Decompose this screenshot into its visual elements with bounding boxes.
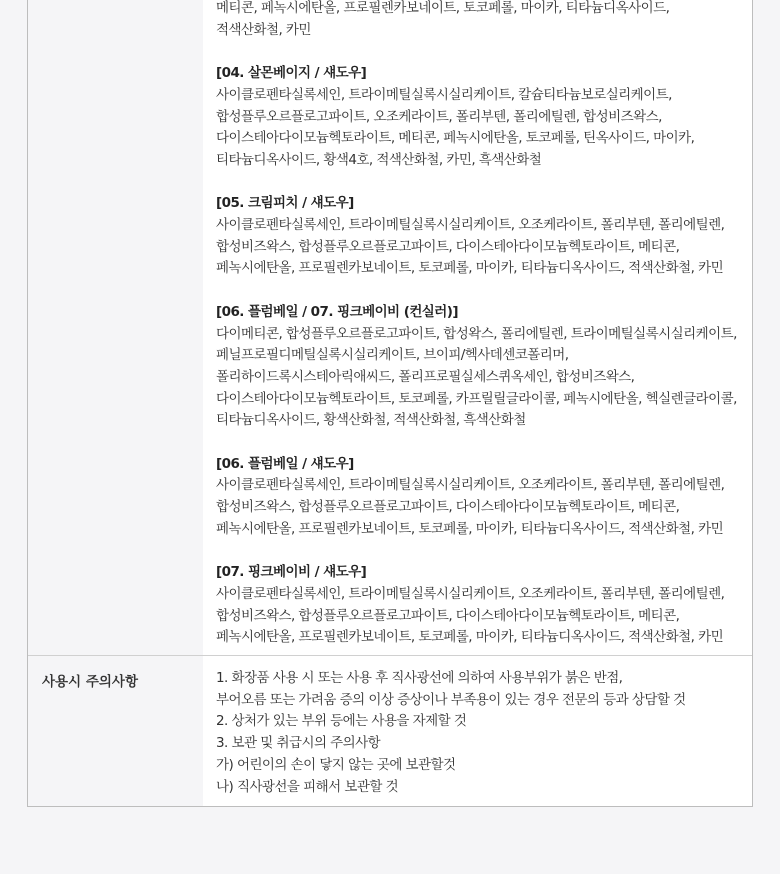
- ingredient-group-title: [06. 플럼베일 / 섀도우]: [216, 455, 354, 472]
- ingredient-line: 합성비즈왁스, 합성플루오르플로고파이트, 다이스테아다이모늄헥토라이트, 메티콘,: [216, 238, 680, 255]
- ingredient-line: 폴리하이드록시스테아릭애씨드, 폴리프로필실세스퀴옥세인, 합성비즈왁스,: [216, 368, 635, 385]
- ingredient-line: 합성플루오르플로고파이트, 오조케라이트, 폴리부텐, 폴리에틸렌, 합성비즈왁스,: [216, 108, 662, 125]
- ingredients-value: [203, 0, 752, 655]
- ingredient-group-title: [04. 살몬베이지 / 섀도우]: [216, 65, 367, 82]
- ingredient-line: 사이클로펜타실록세인, 트라이메틸실록시실리케이트, 오조케라이트, 폴리부텐, 폴리에틸렌,: [216, 217, 725, 233]
- ingredient-line: 사이클로펜타실록세인, 트라이메틸실록시실리케이트, 오조케라이트, 폴리부텐, 폴리에틸렌,: [216, 477, 725, 494]
- caution-line: 3. 보관 및 취급시의 주의사항: [216, 735, 381, 752]
- ingredient-group-title: [06. 플럼베일 / 07. 핑크베이비 (컨실러)]: [216, 303, 459, 320]
- ingredient-line: 사이클로펜타실록세인, 트라이메틸실록시실리케이트, 오조케라이트, 폴리부텐, 폴리에틸렌,: [216, 585, 725, 602]
- ingredient-group-title: [07. 핑크베이비 / 섀도우]: [216, 564, 367, 581]
- caution-line: 1. 화장품 사용 시 또는 사용 후 직사광선에 의하여 사용부위가 붉은 반점,: [216, 670, 623, 687]
- caution-value: [203, 656, 752, 806]
- caution-line: 부어오름 또는 가려움 증의 이상 증상이나 부족용이 있는 경우 전문의 등과 상담할 것: [216, 691, 686, 708]
- ingredient-line: 합성비즈왁스, 합성플루오르플로고파이트, 다이스테아다이모늄헥토라이트, 메티콘,: [216, 607, 680, 624]
- ingredient-line: 티타늄디옥사이드, 황색산화철, 적색산화철, 흑색산화철: [216, 412, 526, 429]
- ingredients-label: [28, 0, 203, 655]
- ingredient-line: 다이스테아다이모늄헥토라이트, 메티콘, 페녹시에탄올, 토코페롤, 틴옥사이드, 마이카,: [216, 130, 695, 147]
- ingredient-group: [216, 63, 744, 172]
- ingredient-group: [216, 562, 744, 649]
- ingredient-group-title: [05. 크림피치 / 섀도우]: [216, 195, 354, 212]
- ingredient-line: 다이스테아다이모늄헥토라이트, 토코페롤, 카프릴릴글라이콜, 페녹시에탄올, 헥실렌글라이콜,: [216, 390, 737, 407]
- ingredient-group: [216, 302, 744, 432]
- ingredient-line: 페닐프로필디메틸실록시실리케이트, 브이피/헥사데센코폴리머,: [216, 347, 569, 364]
- ingredient-line: 합성비즈왁스, 합성플루오르플로고파이트, 다이스테아다이모늄헥토라이트, 메티콘,: [216, 499, 680, 516]
- caution-line: 나) 직사광선을 피해서 보관할 것: [216, 778, 399, 795]
- ingredient-group: [216, 0, 744, 41]
- ingredient-line: 페녹시에탄올, 프로필렌카보네이트, 토코페롤, 마이카, 티타늄디옥사이드, 적색산화철, 카민: [216, 520, 724, 537]
- ingredient-line: 사이클로펜타실록세인, 트라이메틸실록시실리케이트, 칼슘티타늄보로실리케이트,: [216, 86, 672, 103]
- ingredient-line: 티타늄디옥사이드, 황색4호, 적색산화철, 카민, 흑색산화철: [216, 151, 542, 168]
- ingredient-line: 다이메티콘, 합성플루오르플로고파이트, 합성왁스, 폴리에틸렌, 트라이메틸실록시실리케이트,: [216, 325, 737, 342]
- caution-label: 사용시 주의사항: [28, 656, 203, 806]
- ingredient-line: 메티콘, 페녹시에탄올, 프로필렌카보네이트, 토코페롤, 마이카, 티타늄디옥사이드,: [216, 0, 670, 16]
- ingredient-group: [216, 193, 744, 280]
- caution-line: 가) 어린이의 손이 닿지 않는 곳에 보관할것: [216, 756, 456, 773]
- caution-row: [28, 655, 752, 806]
- ingredient-line: 적색산화철, 카민: [216, 21, 311, 38]
- caution-line: 2. 상처가 있는 부위 등에는 사용을 자제할 것: [216, 713, 467, 730]
- ingredient-group: [216, 454, 744, 541]
- ingredients-row: [28, 0, 752, 655]
- ingredient-line: 페녹시에탄올, 프로필렌카보네이트, 토코페롤, 마이카, 티타늄디옥사이드, 적색산화철, 카민: [216, 629, 724, 646]
- product-info-table: [27, 0, 753, 807]
- ingredient-line: 페녹시에탄올, 프로필렌카보네이트, 토코페롤, 마이카, 티타늄디옥사이드, 적색산화철, 카민: [216, 260, 724, 277]
